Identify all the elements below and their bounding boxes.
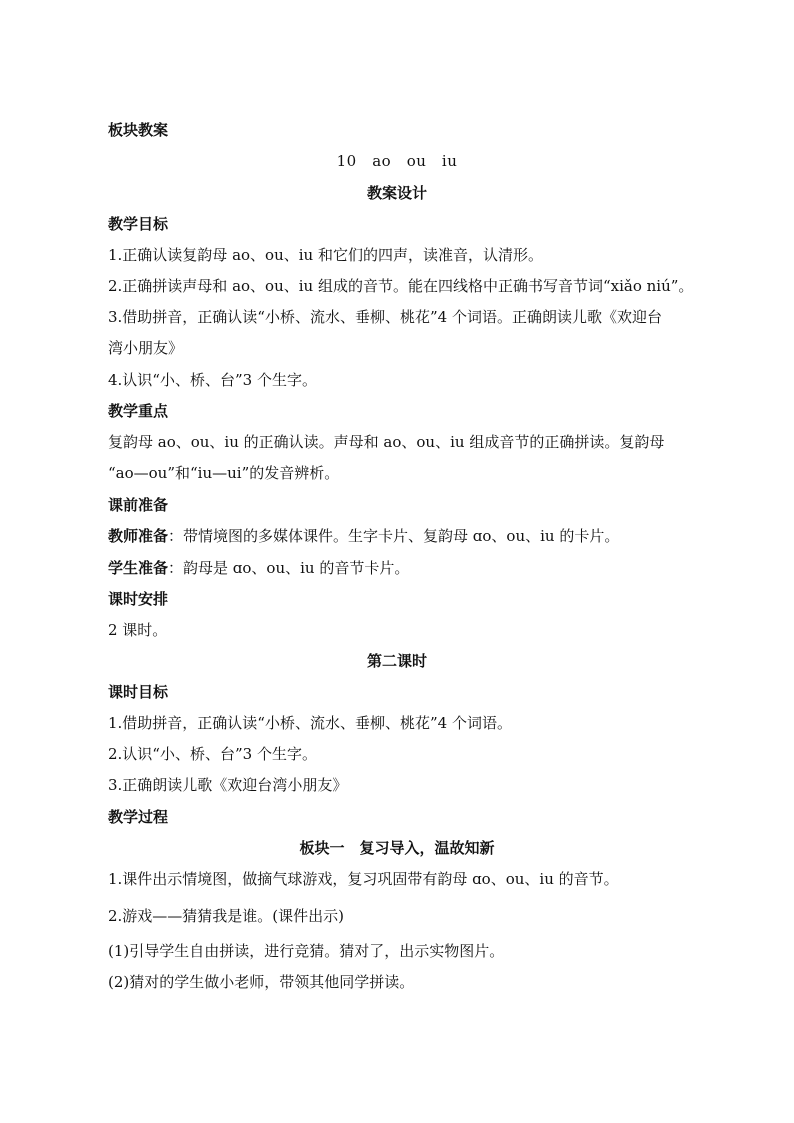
design-title: 教案设计 [366, 184, 427, 202]
goal-item-4: 4.认识“小、桥、台”3 个生字。 [108, 371, 317, 389]
step-2-sub-1: (1)引导学生自由拼读，进行竞猜。猜对了，出示实物图片。 [108, 942, 505, 960]
student-prep [108, 557, 409, 579]
goal-item-1: 1.正确认读复韵母 ao、ou、iu 和它们的四声，读准音，认清形。 [108, 246, 543, 264]
goal-item-3-cont: 湾小朋友》 [108, 339, 184, 357]
focus-line-2: “ao—ou”和“iu—ui”的发音辨析。 [108, 464, 340, 482]
lesson-goals-heading: 课时目标 [108, 683, 169, 701]
second-lesson-title: 第二课时 [366, 652, 427, 670]
lesson-goal-3: 3.正确朗读儿歌《欢迎台湾小朋友》 [108, 776, 348, 794]
teacher-prep-text: ：带情境图的多媒体课件。生字卡片、复韵母 ɑo、ou、iu 的卡片。 [168, 527, 620, 545]
focus-line-1: 复韵母 ao、ou、iu 的正确认读。声母和 ao、ou、iu 组成音节的正确拼读。复韵母 [108, 433, 665, 451]
teacher-prep-label: 教师准备 [108, 527, 169, 545]
goal-item-2: 2.正确拼读声母和 ao、ou、iu 组成的音节。能在四线格中正确书写音节词“xiǎo niú”。 [108, 277, 694, 295]
lesson-goal-1: 1.借助拼音，正确认读“小桥、流水、垂柳、桃花”4 个词语。 [108, 714, 512, 732]
process-heading: 教学过程 [108, 808, 169, 826]
step-2-sub-2: (2)猜对的学生做小老师，带领其他同学拼读。 [108, 973, 415, 991]
schedule-heading: 课时安排 [108, 590, 169, 608]
lesson-title: 10 ao ou iu [336, 152, 458, 170]
schedule-text: 2 课时。 [108, 621, 168, 639]
student-prep-label: 学生准备 [108, 559, 169, 577]
block-one-title: 板块一 复习导入，温故知新 [299, 839, 495, 857]
teacher-prep [108, 525, 619, 547]
prep-heading: 课前准备 [108, 496, 169, 514]
document-header: 板块教案 [108, 121, 169, 139]
lesson-goal-2: 2.认识“小、桥、台”3 个生字。 [108, 745, 317, 763]
step-1: 1.课件出示情境图，做摘气球游戏，复习巩固带有韵母 ɑo、ou、iu 的音节。 [108, 870, 619, 888]
focus-heading: 教学重点 [108, 402, 169, 420]
goals-heading: 教学目标 [108, 215, 169, 233]
student-prep-text: ：韵母是 ɑo、ou、iu 的音节卡片。 [168, 559, 410, 577]
goal-item-3: 3.借助拼音，正确认读“小桥、流水、垂柳、桃花”4 个词语。正确朗读儿歌《欢迎台 [108, 308, 662, 326]
step-2: 2.游戏——猜猜我是谁。(课件出示) [108, 907, 345, 925]
